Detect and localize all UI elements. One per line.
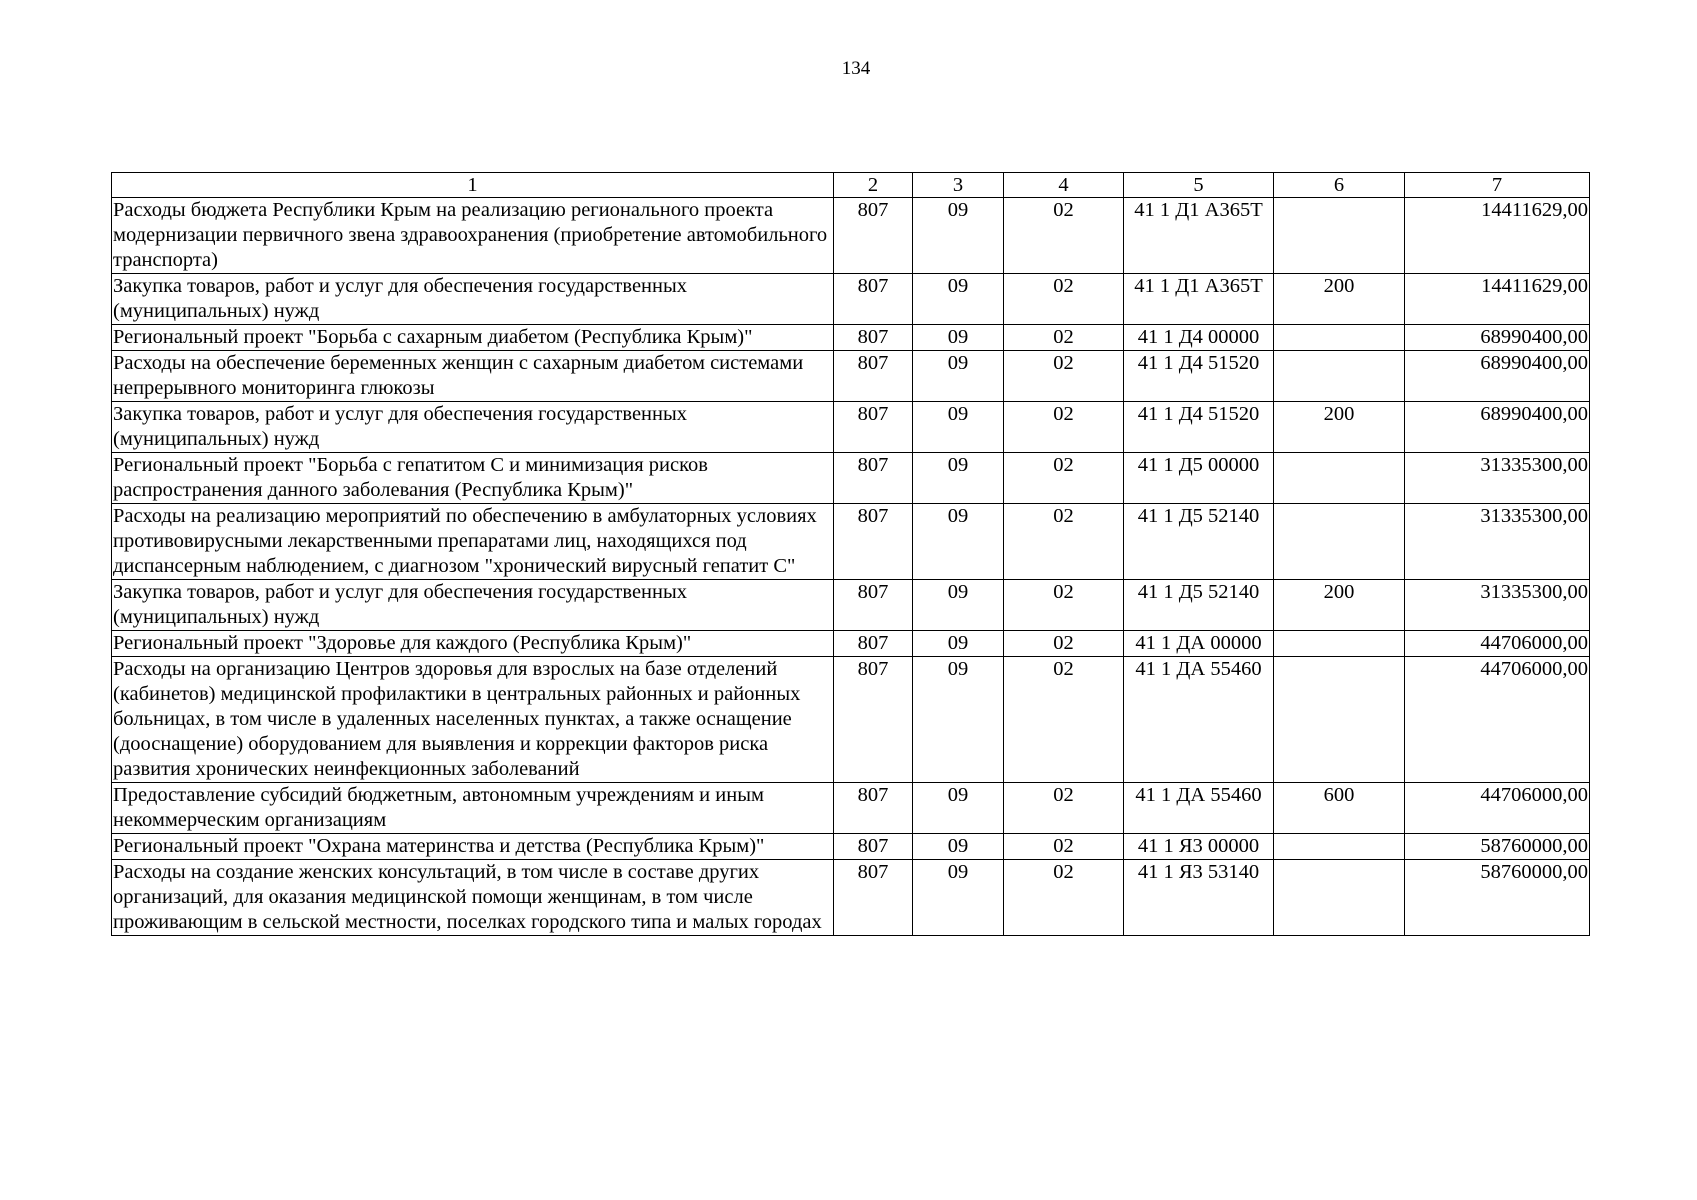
row-grbs: 807 bbox=[834, 504, 913, 580]
table-row bbox=[112, 783, 1590, 834]
table-row bbox=[112, 860, 1590, 936]
row-pr: 02 bbox=[1004, 351, 1124, 402]
row-name: Расходы бюджета Республики Крым на реализацию регионального проекта модернизации первичного звена здравоохранения (приобретение автомобильного транспорта) bbox=[112, 198, 834, 274]
row-pr: 02 bbox=[1004, 274, 1124, 325]
row-grbs: 807 bbox=[834, 351, 913, 402]
row-grbs: 807 bbox=[834, 783, 913, 834]
row-vr bbox=[1274, 453, 1405, 504]
row-vr bbox=[1274, 631, 1405, 657]
row-pr: 02 bbox=[1004, 860, 1124, 936]
row-pr: 02 bbox=[1004, 504, 1124, 580]
row-rz: 09 bbox=[913, 453, 1004, 504]
row-sum: 44706000,00 bbox=[1405, 783, 1590, 834]
row-sum: 58760000,00 bbox=[1405, 860, 1590, 936]
row-grbs: 807 bbox=[834, 860, 913, 936]
row-vr: 200 bbox=[1274, 274, 1405, 325]
row-vr bbox=[1274, 325, 1405, 351]
row-grbs: 807 bbox=[834, 325, 913, 351]
row-name: Закупка товаров, работ и услуг для обеспечения государственных (муниципальных) нужд bbox=[112, 274, 834, 325]
row-name: Региональный проект "Здоровье для каждого (Республика Крым)" bbox=[112, 631, 834, 657]
table-row bbox=[112, 402, 1590, 453]
table-row bbox=[112, 274, 1590, 325]
row-pr: 02 bbox=[1004, 631, 1124, 657]
row-csr: 41 1 Д1 А365Т bbox=[1124, 198, 1274, 274]
row-csr: 41 1 Д5 52140 bbox=[1124, 504, 1274, 580]
page-number: 134 bbox=[841, 58, 871, 79]
row-vr: 600 bbox=[1274, 783, 1405, 834]
row-sum: 58760000,00 bbox=[1405, 834, 1590, 860]
header-cell: 5 bbox=[1124, 173, 1274, 198]
row-csr: 41 1 Д5 00000 bbox=[1124, 453, 1274, 504]
row-sum: 31335300,00 bbox=[1405, 453, 1590, 504]
row-name: Расходы на организацию Центров здоровья для взрослых на базе отделений (кабинетов) медицинской профилактики в центральных районных и районных больницах, в том числе в удаленных населенных пунктах, а также оснащение (дооснащение) оборудованием для выявления и коррекции факторов риска развития хронических неинфекционных заболеваний bbox=[112, 657, 834, 783]
row-sum: 31335300,00 bbox=[1405, 504, 1590, 580]
row-sum: 14411629,00 bbox=[1405, 198, 1590, 274]
row-vr bbox=[1274, 657, 1405, 783]
row-rz: 09 bbox=[913, 860, 1004, 936]
row-name: Региональный проект "Охрана материнства и детства (Республика Крым)" bbox=[112, 834, 834, 860]
header-cell: 7 bbox=[1405, 173, 1590, 198]
row-sum: 44706000,00 bbox=[1405, 631, 1590, 657]
row-vr bbox=[1274, 351, 1405, 402]
row-pr: 02 bbox=[1004, 198, 1124, 274]
row-rz: 09 bbox=[913, 325, 1004, 351]
row-sum: 14411629,00 bbox=[1405, 274, 1590, 325]
row-pr: 02 bbox=[1004, 325, 1124, 351]
header-row bbox=[112, 173, 1590, 198]
table-row bbox=[112, 351, 1590, 402]
table-row bbox=[112, 631, 1590, 657]
row-csr: 41 1 ДА 00000 bbox=[1124, 631, 1274, 657]
budget-table bbox=[111, 172, 1590, 936]
row-rz: 09 bbox=[913, 402, 1004, 453]
row-pr: 02 bbox=[1004, 783, 1124, 834]
row-grbs: 807 bbox=[834, 834, 913, 860]
row-csr: 41 1 Д4 51520 bbox=[1124, 402, 1274, 453]
row-grbs: 807 bbox=[834, 198, 913, 274]
header-cell: 1 bbox=[112, 173, 834, 198]
row-pr: 02 bbox=[1004, 453, 1124, 504]
row-grbs: 807 bbox=[834, 631, 913, 657]
row-rz: 09 bbox=[913, 580, 1004, 631]
row-csr: 41 1 Я3 53140 bbox=[1124, 860, 1274, 936]
row-sum: 68990400,00 bbox=[1405, 351, 1590, 402]
row-csr: 41 1 ДА 55460 bbox=[1124, 783, 1274, 834]
row-grbs: 807 bbox=[834, 274, 913, 325]
table-row bbox=[112, 580, 1590, 631]
table-row bbox=[112, 834, 1590, 860]
row-rz: 09 bbox=[913, 657, 1004, 783]
header-cell: 3 bbox=[913, 173, 1004, 198]
row-name: Расходы на реализацию мероприятий по обеспечению в амбулаторных условиях противовирусными лекарственными препаратами лиц, находящихся под диспансерным наблюдением, с диагнозом "хронический вирусный гепатит С" bbox=[112, 504, 834, 580]
row-name: Закупка товаров, работ и услуг для обеспечения государственных (муниципальных) нужд bbox=[112, 402, 834, 453]
row-csr: 41 1 ДА 55460 bbox=[1124, 657, 1274, 783]
row-sum: 44706000,00 bbox=[1405, 657, 1590, 783]
row-csr: 41 1 Д4 00000 bbox=[1124, 325, 1274, 351]
row-sum: 31335300,00 bbox=[1405, 580, 1590, 631]
row-csr: 41 1 Д1 А365Т bbox=[1124, 274, 1274, 325]
row-rz: 09 bbox=[913, 834, 1004, 860]
row-grbs: 807 bbox=[834, 402, 913, 453]
row-name: Региональный проект "Борьба с гепатитом С и минимизация рисков распространения данного заболевания (Республика Крым)" bbox=[112, 453, 834, 504]
row-vr bbox=[1274, 504, 1405, 580]
table-row bbox=[112, 453, 1590, 504]
table-row bbox=[112, 198, 1590, 274]
row-name: Закупка товаров, работ и услуг для обеспечения государственных (муниципальных) нужд bbox=[112, 580, 834, 631]
row-rz: 09 bbox=[913, 504, 1004, 580]
row-vr bbox=[1274, 198, 1405, 274]
row-pr: 02 bbox=[1004, 657, 1124, 783]
table-row bbox=[112, 657, 1590, 783]
row-rz: 09 bbox=[913, 198, 1004, 274]
row-grbs: 807 bbox=[834, 580, 913, 631]
header-cell: 2 bbox=[834, 173, 913, 198]
row-grbs: 807 bbox=[834, 657, 913, 783]
row-rz: 09 bbox=[913, 274, 1004, 325]
row-name: Расходы на создание женских консультаций, в том числе в составе других организаций, для оказания медицинской помощи женщинам, в том числе проживающим в сельской местности, поселках городского типа и малых городах bbox=[112, 860, 834, 936]
row-pr: 02 bbox=[1004, 834, 1124, 860]
table-row bbox=[112, 325, 1590, 351]
row-sum: 68990400,00 bbox=[1405, 325, 1590, 351]
row-pr: 02 bbox=[1004, 402, 1124, 453]
row-csr: 41 1 Д4 51520 bbox=[1124, 351, 1274, 402]
row-csr: 41 1 Д5 52140 bbox=[1124, 580, 1274, 631]
row-vr bbox=[1274, 834, 1405, 860]
row-name: Предоставление субсидий бюджетным, автономным учреждениям и иным некоммерческим организациям bbox=[112, 783, 834, 834]
row-name: Региональный проект "Борьба с сахарным диабетом (Республика Крым)" bbox=[112, 325, 834, 351]
header-cell: 6 bbox=[1274, 173, 1405, 198]
table-row bbox=[112, 504, 1590, 580]
row-rz: 09 bbox=[913, 351, 1004, 402]
row-rz: 09 bbox=[913, 783, 1004, 834]
row-pr: 02 bbox=[1004, 580, 1124, 631]
row-sum: 68990400,00 bbox=[1405, 402, 1590, 453]
row-csr: 41 1 Я3 00000 bbox=[1124, 834, 1274, 860]
row-vr bbox=[1274, 860, 1405, 936]
row-name: Расходы на обеспечение беременных женщин с сахарным диабетом системами непрерывного мониторинга глюкозы bbox=[112, 351, 834, 402]
row-rz: 09 bbox=[913, 631, 1004, 657]
row-grbs: 807 bbox=[834, 453, 913, 504]
row-vr: 200 bbox=[1274, 402, 1405, 453]
row-vr: 200 bbox=[1274, 580, 1405, 631]
header-cell: 4 bbox=[1004, 173, 1124, 198]
